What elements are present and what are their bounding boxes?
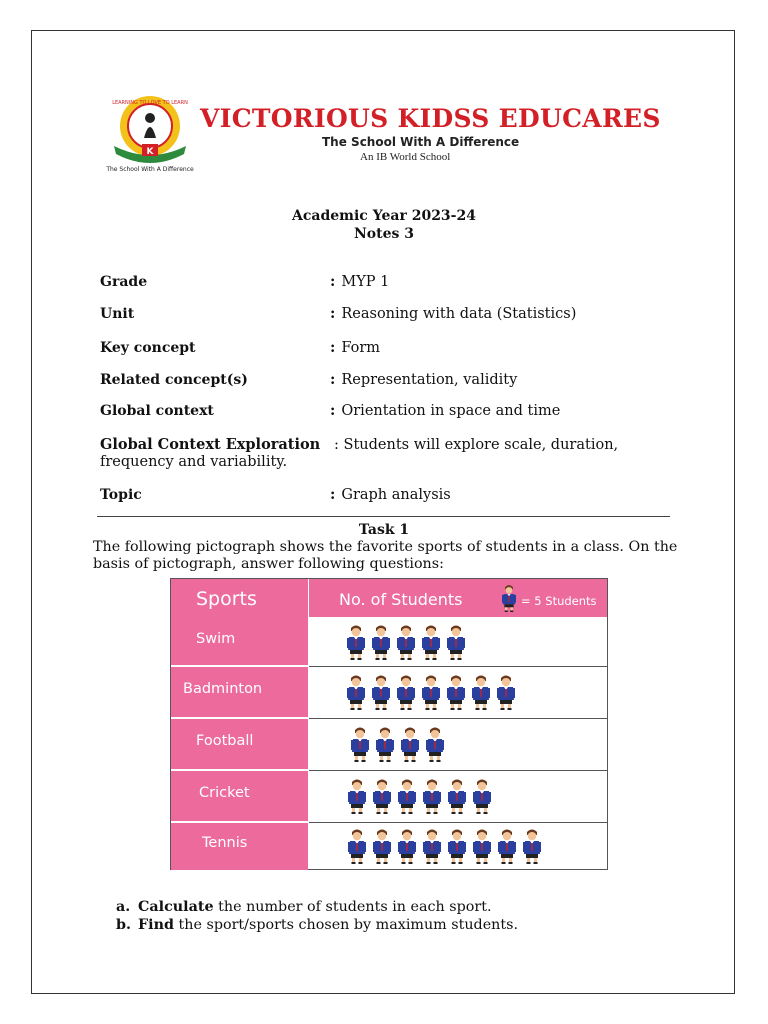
student-icon-tennis-1: [348, 828, 366, 864]
questions: [116, 898, 518, 934]
divider-line: [97, 516, 670, 517]
school-tagline: The School With A Difference: [322, 135, 520, 149]
info-value-global-context: : Orientation in space and time: [330, 402, 561, 419]
info-label-grade: Grade: [100, 274, 148, 290]
sport-label-tennis: Tennis: [202, 835, 248, 851]
student-icon-cricket-3: [398, 778, 416, 814]
student-icon-swim-1: [347, 624, 365, 660]
header-no-of-students: No. of Students: [339, 590, 463, 609]
student-icon-badminton-2: [372, 674, 390, 710]
student-icon-badminton-5: [447, 674, 465, 710]
student-icon-tennis-7: [498, 828, 516, 864]
question-b: b. Find the sport/sports chosen by maximum students.: [116, 917, 519, 933]
svg-text:K: K: [146, 147, 154, 157]
student-icon-tennis-3: [398, 828, 416, 864]
pictograph-table: [170, 578, 608, 870]
student-icon-football-2: [376, 726, 394, 762]
student-icon-football-3: [401, 726, 419, 762]
info-value-related-concepts: : Representation, validity: [330, 371, 518, 388]
task-title: Task 1: [358, 522, 410, 538]
student-icon-tennis-4: [423, 828, 441, 864]
student-icon-badminton-4: [422, 674, 440, 710]
key-student-icon: [502, 584, 516, 612]
ib-world-school: An IB World School: [360, 151, 451, 163]
gce-value: : Students will explore scale, duration, frequency and variability.: [100, 437, 619, 470]
student-icon-swim-5: [447, 624, 465, 660]
global-context-exploration: [100, 436, 660, 471]
student-icon-badminton-1: [347, 674, 365, 710]
student-icon-swim-3: [397, 624, 415, 660]
info-value-grade: : MYP 1: [330, 273, 390, 290]
academic-year: Academic Year 2023-24: [292, 208, 476, 224]
school-name: VICTORIOUS KIDSS EDUCARES: [200, 104, 661, 133]
info-value-unit: : Reasoning with data (Statistics): [330, 305, 577, 322]
student-icon-tennis-8: [523, 828, 541, 864]
sport-label-swim: Swim: [196, 630, 236, 647]
student-icon-badminton-6: [472, 674, 490, 710]
task-intro: The following pictograph shows the favorite sports of students in a class. On the basis of pictograph, answer following questions:: [93, 539, 678, 572]
notes-title: Notes 3: [353, 226, 414, 242]
info-label-global-context: Global context: [100, 403, 214, 419]
info-label-unit: Unit: [100, 306, 135, 322]
info-value-topic: : Graph analysis: [330, 486, 451, 503]
sport-label-badminton: Badminton: [183, 681, 263, 697]
student-icon-badminton-7: [497, 674, 515, 710]
student-icon-football-1: [351, 726, 369, 762]
gce-label: Global Context Exploration: [100, 436, 321, 453]
header-sports: Sports: [196, 588, 257, 610]
student-icon-cricket-4: [423, 778, 441, 814]
school-logo: [104, 94, 196, 174]
sport-label-cricket: Cricket: [199, 785, 250, 801]
student-icon-cricket-2: [373, 778, 391, 814]
student-icon-tennis-5: [448, 828, 466, 864]
sport-label-football: Football: [196, 733, 254, 749]
student-icon-cricket-5: [448, 778, 466, 814]
logo-text: LEARNING TO LOVE TO LEARN: [112, 100, 188, 106]
info-value-key-concept: : Form: [330, 339, 381, 356]
info-label-related-concepts: Related concept(s): [100, 372, 248, 388]
key-text: = 5 Students: [521, 594, 597, 608]
student-icon-swim-2: [372, 624, 390, 660]
student-icon-football-4: [426, 726, 444, 762]
logo-caption: The School With A Difference: [106, 166, 194, 173]
info-label-topic: Topic: [100, 487, 142, 503]
student-icon-tennis-6: [473, 828, 491, 864]
question-a: a. Calculate the number of students in each sport.: [116, 899, 492, 915]
info-label-key-concept: Key concept: [100, 340, 196, 356]
student-icon-swim-4: [422, 624, 440, 660]
student-icon-tennis-2: [373, 828, 391, 864]
student-icon-cricket-1: [348, 778, 366, 814]
student-icon-badminton-3: [397, 674, 415, 710]
student-icon-cricket-6: [473, 778, 491, 814]
